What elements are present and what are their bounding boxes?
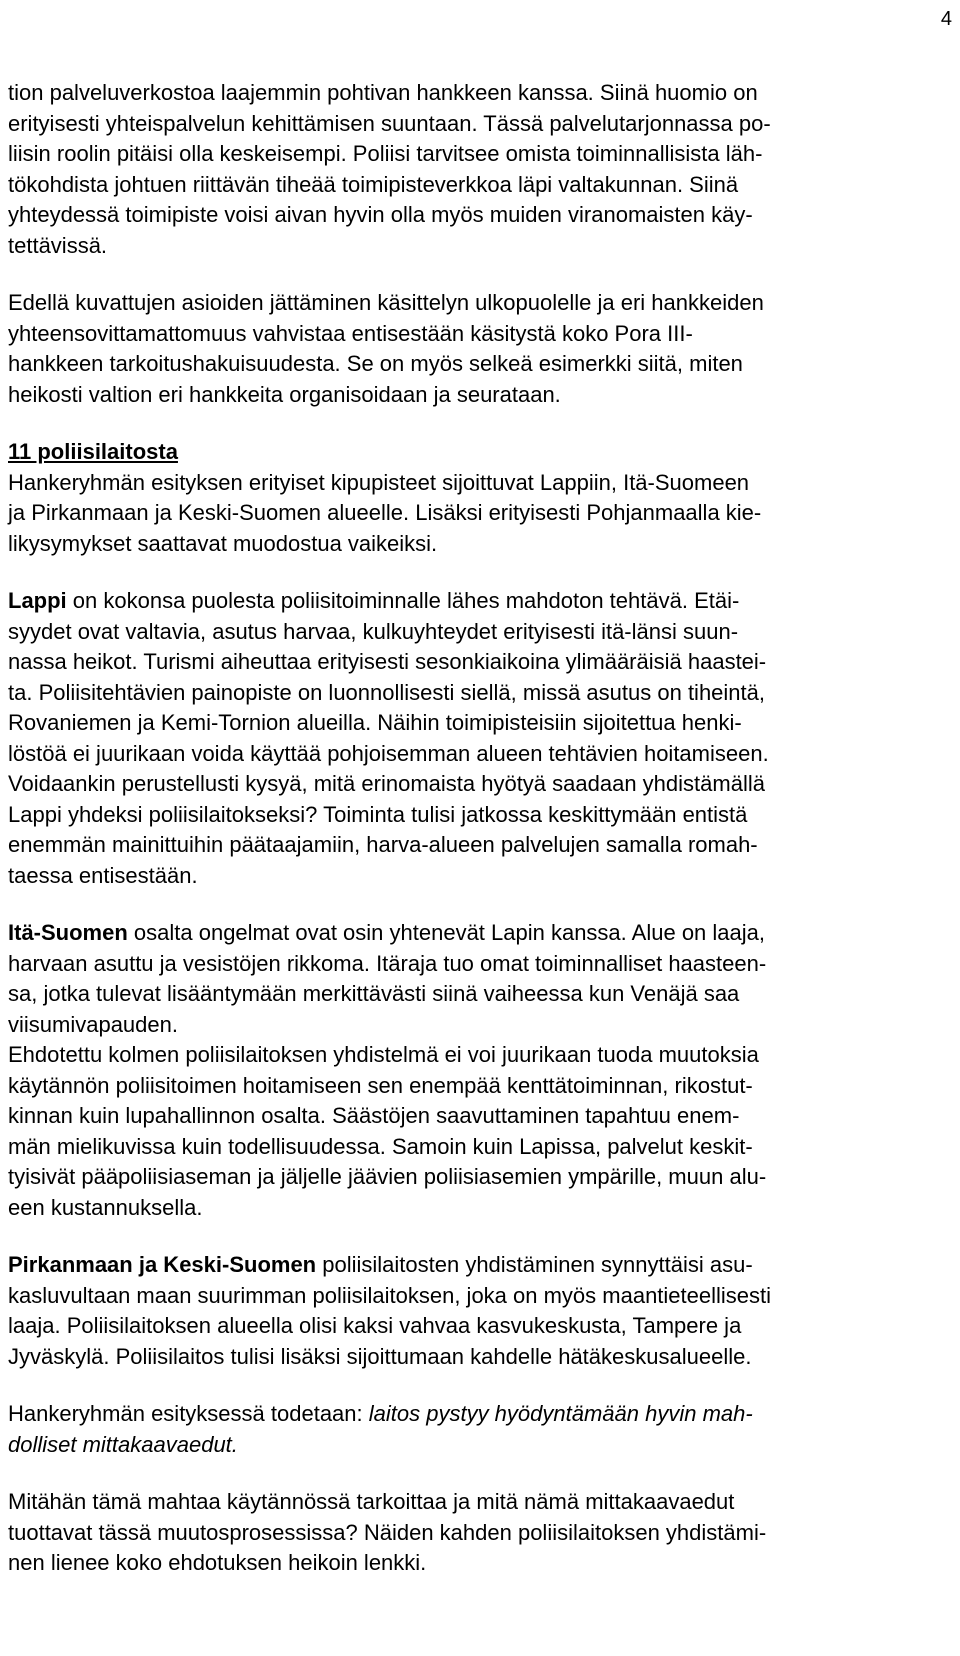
text-line: liisin roolin pitäisi olla keskeisempi. Poliisi tarvitsee omista toiminnallisista läh- — [8, 141, 763, 166]
text-line: likysymykset saattavat muodostua vaikeiksi. — [8, 530, 438, 556]
text-line: hankkeen tarkoitushakuisuudesta. Se on myös selkeä esimerkki siitä, miten — [8, 351, 743, 376]
text-line: laaja. Poliisilaitoksen alueella olisi kaksi vahvaa kasvukeskusta, Tampere ja — [8, 1313, 742, 1338]
text-line: ta. Poliisitehtävien painopiste on luonnollisesti siellä, missä asutus on tiheintä, — [8, 679, 765, 705]
text-line: Voidaankin perustellusti kysyä, mitä erinomaista hyötyä saadaan yhdistämällä — [8, 771, 765, 796]
paragraph-closing — [8, 1487, 944, 1579]
text-line: Lappi yhdeksi poliisilaitokseksi? Toiminta tulisi jatkossa keskittymään entistä — [8, 801, 748, 827]
text-run: on kokonsa puolesta poliisitoiminnalle lähes mahdoton tehtävä. Etäi- — [66, 588, 740, 613]
text-line: män mielikuvissa kuin todellisuudessa. Samoin kuin Lapissa, palvelut keskit- — [8, 1133, 753, 1159]
italic-quote: laitos pystyy hyödyntämään hyvin mah- — [368, 1401, 753, 1426]
paragraph-ita-suomi — [8, 918, 944, 1040]
paragraph-ehdotettu — [8, 1040, 944, 1223]
page-number: 4 — [940, 8, 952, 30]
text-line: syydet ovat valtavia, asutus harvaa, kulkuyhteydet erityisesti itä-länsi suun- — [8, 618, 739, 644]
document-body — [8, 78, 944, 1579]
text-run: osalta ongelmat ovat osin yhtenevät Lapin kanssa. Alue on laaja, — [127, 920, 766, 945]
text-line: enemmän mainittuihin päätaajamiin, harva-alueen palvelujen samalla romah- — [8, 832, 758, 857]
text-line: Rovaniemen ja Kemi-Tornion alueilla. Näihin toimipisteisiin sijoitettua henki- — [8, 710, 742, 735]
text-line — [8, 586, 944, 617]
text-line: viisumivapauden. — [8, 1011, 178, 1037]
paragraph-lappi — [8, 586, 944, 891]
text-line: tyisivät pääpoliisiaseman ja jäljelle jäävien poliisiasemien ympärille, muun alu- — [8, 1164, 767, 1189]
bold-term-ita-suomi: Itä-Suomen — [8, 920, 128, 945]
paragraph-pirkanmaa — [8, 1250, 944, 1372]
text-line: tion palveluverkostoa laajemmin pohtivan hankkeen kanssa. Siinä huomio on — [8, 80, 758, 105]
paragraph-intro — [8, 78, 944, 261]
text-line: harvaan asuttu ja vesistöjen rikkoma. Itäraja tuo omat toiminnalliset haasteen- — [8, 950, 767, 976]
text-line: sa, jotka tulevat lisääntymään merkittävästi siinä vaiheessa kun Venäjä saa — [8, 981, 740, 1006]
text-line — [8, 1250, 944, 1281]
text-line: yhteensovittamattomuus vahvistaa entisestään käsitystä koko Pora III- — [8, 320, 693, 346]
text-line: taessa entisestään. — [8, 862, 198, 888]
text-line: ja Pirkanmaan ja Keski-Suomen alueelle. Lisäksi erityisesti Pohjanmaalla kie- — [8, 500, 762, 525]
text-line: heikosti valtion eri hankkeita organisoidaan ja seurataan. — [8, 381, 561, 407]
text-line: Edellä kuvattujen asioiden jättäminen käsittelyn ulkopuolelle ja eri hankkeiden — [8, 290, 764, 315]
text-line: tuottavat tässä muutosprosessissa? Näiden kahden poliisilaitoksen yhdistämi- — [8, 1519, 767, 1545]
text-line: Jyväskylä. Poliisilaitos tulisi lisäksi sijoittumaan kahdelle hätäkeskusalueelle. — [8, 1343, 752, 1369]
text-line: löstöä ei juurikaan voida käyttää pohjoisemman alueen tehtävien hoitamiseen. — [8, 740, 769, 766]
text-line: Mitähän tämä mahtaa käytännössä tarkoittaa ja mitä nämä mittakaavaedut — [8, 1489, 735, 1514]
text-line: een kustannuksella. — [8, 1194, 203, 1220]
text-line: tettävissä. — [8, 232, 108, 258]
text-line: nassa heikot. Turismi aiheuttaa erityisesti sesonkiaikoina ylimääräisiä haastei- — [8, 649, 767, 674]
text-line: tökohdista johtuen riittävän tiheää toimipisteverkkoa läpi valtakunnan. Siinä — [8, 171, 739, 197]
paragraph-quote — [8, 1399, 944, 1460]
italic-quote: dolliset mittakaavaedut. — [8, 1431, 238, 1457]
text-run: poliisilaitosten yhdistäminen synnyttäisi asu- — [316, 1252, 753, 1277]
bold-term-lappi: Lappi — [8, 588, 67, 613]
text-line: yhteydessä toimipiste voisi aivan hyvin olla myös muiden viranomaisten käy- — [8, 202, 753, 227]
text-line: Hankeryhmän esityksen erityiset kipupisteet sijoittuvat Lappiin, Itä-Suomeen — [8, 469, 750, 495]
text-line: kinnan kuin lupahallinnon osalta. Säästöjen saavuttaminen tapahtuu enem- — [8, 1103, 740, 1128]
bold-term-pirkanmaa: Pirkanmaan ja Keski-Suomen — [8, 1252, 317, 1277]
text-line: Ehdotettu kolmen poliisilaitoksen yhdistelmä ei voi juurikaan tuoda muutoksia — [8, 1042, 759, 1067]
text-line — [8, 1399, 944, 1430]
text-run: Hankeryhmän esityksessä todetaan: — [8, 1401, 369, 1426]
section-heading: 11 poliisilaitosta — [8, 439, 178, 464]
text-line: kasluvultaan maan suurimman poliisilaitoksen, joka on myös maantieteellisesti — [8, 1282, 772, 1308]
text-line: erityisesti yhteispalvelun kehittämisen suuntaan. Tässä palvelutarjonnassa po- — [8, 110, 771, 136]
paragraph-section-11 — [8, 437, 944, 559]
text-line — [8, 918, 944, 949]
text-line: käytännön poliisitoimen hoitamiseen sen enempää kenttätoiminnan, rikostut- — [8, 1072, 753, 1098]
paragraph-pora — [8, 288, 944, 410]
text-line: nen lienee koko ehdotuksen heikoin lenkki. — [8, 1550, 427, 1575]
